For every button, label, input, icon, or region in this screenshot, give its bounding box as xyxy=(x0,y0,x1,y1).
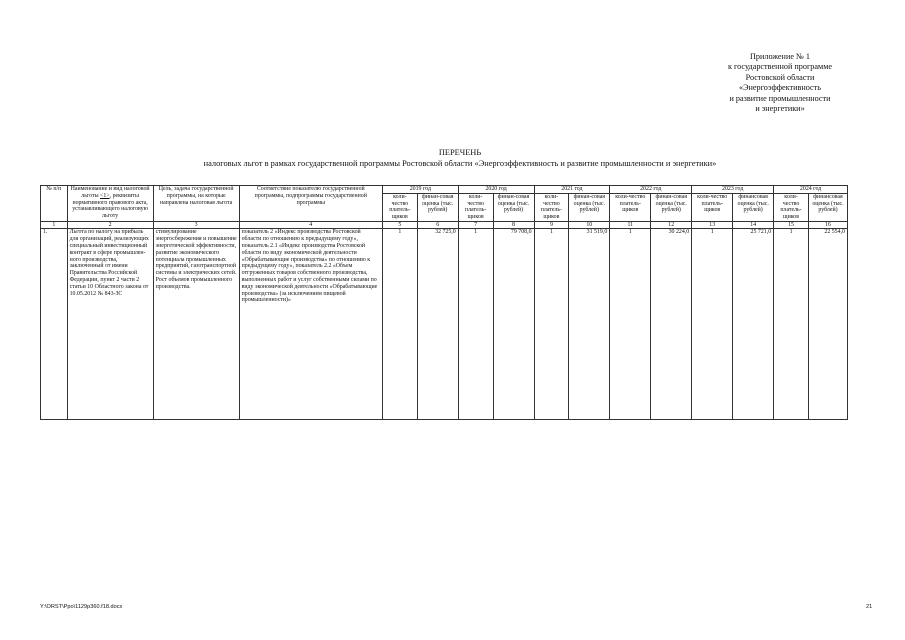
header-fin: финан-совая оценка (тыс. рублей) xyxy=(651,193,692,221)
file-path-footer: Y:\ORST\Ppo\1129p360.f18.docx xyxy=(40,604,123,610)
header-goal: Цель, задача государственной программы, на которые направлена налоговая льгота xyxy=(153,186,239,222)
header-count: коли-чество платель-щиков xyxy=(610,193,651,221)
header-year: 2020 год xyxy=(458,186,534,194)
header-count: коли-чество платель-щиков xyxy=(534,193,569,221)
row-fin-2020: 79 708,0 xyxy=(493,229,534,420)
row-no: 1. xyxy=(41,229,68,420)
row-fin-2022: 30 224,0 xyxy=(651,229,692,420)
header-indicator: Соответствие показателю государственной программы, подпрограммы государственной программы xyxy=(239,186,382,222)
column-number: 13 xyxy=(692,221,733,229)
header-name-post: , реквизиты нормативного правового акта, устанавливающего налоговую льготу xyxy=(72,192,148,220)
column-number: 7 xyxy=(458,221,493,229)
appendix-line: к государственной программе xyxy=(727,62,833,72)
header-fin: финан-совая оценка (тыс. рублей) xyxy=(569,193,610,221)
document-title: ПЕРЕЧЕНЬ xyxy=(438,148,482,157)
column-number: 15 xyxy=(774,221,809,229)
appendix-line: Приложение № 1 xyxy=(750,52,810,61)
table-row xyxy=(41,229,848,420)
row-fin-2023: 25 721,0 xyxy=(733,229,774,420)
row-count-2020: 1 xyxy=(458,229,493,420)
row-count-2021: 1 xyxy=(534,229,569,420)
row-fin-2021: 31 519,0 xyxy=(569,229,610,420)
row-name: Льгота по налогу на прибыль для организаций, реализующих специальный инвестиционный контракт в сфере промышлен-ного производства, заключенный от имени Правительства Российской Федерации, пункт 2 части 2 статьи 10 Областного закона от 10.05.2012 № 843-ЗС xyxy=(67,229,153,420)
header-row-years xyxy=(41,186,848,194)
row-count-2023: 1 xyxy=(692,229,733,420)
appendix-line: и развитие промышленности xyxy=(729,93,831,103)
header-name-pre: Наименование и вид налоговой льготы xyxy=(70,186,150,199)
column-number: 10 xyxy=(569,221,610,229)
row-fin-2019: 32 725,0 xyxy=(417,229,458,420)
header-fin: финан-совая оценка (тыс. рублей) xyxy=(493,193,534,221)
header-year: 2024 год xyxy=(774,186,848,194)
column-number: 5 xyxy=(382,221,417,229)
column-number: 9 xyxy=(534,221,569,229)
row-indicator: показатель 2 «Индекс производства Ростовской области по отношению к предыдущему году», показатель 2.1 «Индекс производства Ростовской области по виду экономической деятельности «Обрабатывающие производства» по отношению к предыдущему году», показатель 2.2 «Объем отгруженных товаров собственного производства, выполненных работ и услуг собственными силами по виду экономической деятельности «Обрабатывающие производства» (за исключением пищевой промышленности)» xyxy=(239,229,382,420)
header-count: коли-чество платель-щиков xyxy=(458,193,493,221)
header-year: 2023 год xyxy=(692,186,774,194)
row-fin-2024: 22 554,0 xyxy=(808,229,847,420)
appendix-line: «Энергоэффективность xyxy=(739,83,821,93)
appendix-block xyxy=(690,52,870,114)
appendix-line: Ростовской области xyxy=(745,72,815,82)
column-number: 14 xyxy=(733,221,774,229)
footnote-link[interactable]: <1> xyxy=(100,192,110,199)
header-year: 2022 год xyxy=(610,186,692,194)
column-number: 12 xyxy=(651,221,692,229)
header-fin: финан-совая оценка (тыс. рублей) xyxy=(417,193,458,221)
header-count: коли-чество платель-щиков xyxy=(382,193,417,221)
header-count: коли-чество платель-щиков xyxy=(774,193,809,221)
column-number: 11 xyxy=(610,221,651,229)
header-fin: финансовая оценка (тыс. рублей) xyxy=(808,193,847,221)
appendix-line: и энергетики» xyxy=(755,104,805,114)
tax-benefits-table xyxy=(40,185,848,420)
column-number-row xyxy=(41,221,848,229)
document-subtitle: налоговых льгот в рамках государственной программы Ростовской области «Энергоэффективность и развитие промышленности и энергетики» xyxy=(203,158,717,168)
header-name xyxy=(67,186,153,222)
row-count-2022: 1 xyxy=(610,229,651,420)
column-number: 16 xyxy=(808,221,847,229)
column-number: 3 xyxy=(153,221,239,229)
header-no: № п/п xyxy=(41,186,68,222)
column-number: 6 xyxy=(417,221,458,229)
document-heading xyxy=(60,148,860,169)
row-count-2019: 1 xyxy=(382,229,417,420)
column-number: 1 xyxy=(41,221,68,229)
column-number: 4 xyxy=(239,221,382,229)
header-count: коли-чество платель-щиков xyxy=(692,193,733,221)
row-count-2024: 1 xyxy=(774,229,809,420)
header-year: 2021 год xyxy=(534,186,610,194)
column-number: 2 xyxy=(67,221,153,229)
header-year: 2019 год xyxy=(382,186,458,194)
row-goal: стимулирование энергосбережения и повышение энергетической эффективности, развитие экономического потенциала промышленных предприятий, газотранспортной системы и электрических сетей. Рост объемов промышленного производства. xyxy=(153,229,239,420)
page-number: 21 xyxy=(866,604,873,610)
column-number: 8 xyxy=(493,221,534,229)
header-fin: финансовая оценка (тыс. рублей) xyxy=(733,193,774,221)
